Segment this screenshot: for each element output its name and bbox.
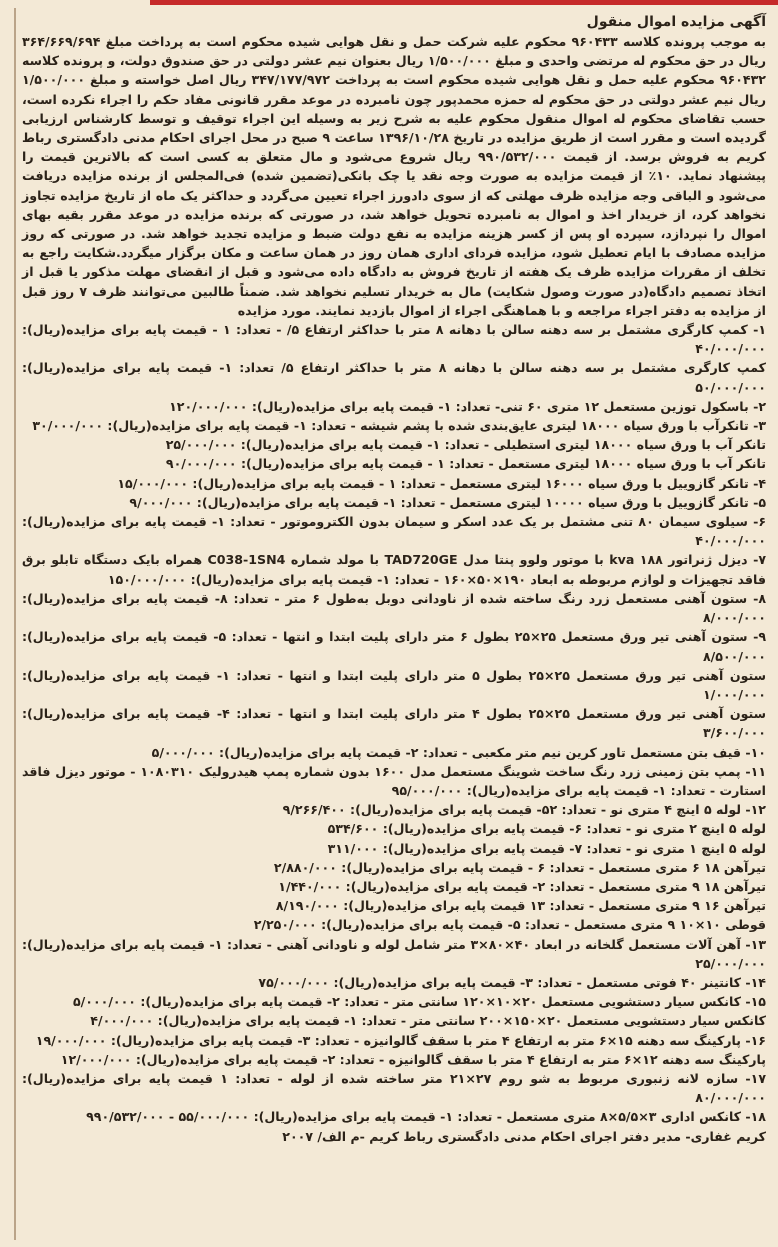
auction-item: ۱۳- آهن آلات مستعمل گلخانه در ابعاد ۴۰×۸۰×۳ متر شامل لوله و ناودانی آهنی - تعداد: ۱- قیمت پایه برای مزایده(ریال): ۲۵/۰۰۰/۰۰۰	[22, 936, 767, 971]
auction-item: ۱۰- قیف بتن مستعمل تاور کرین نیم متر مکعبی - تعداد: ۲- قیمت پایه برای مزایده(ریال): ۵/۰۰۰/۰۰۰	[151, 744, 766, 760]
auction-item: کانکس سیار دستشویی مستعمل ۲۰×۱۵۰×۲۰۰ سانتی متر - تعداد: ۱- قیمت پایه برای مزایده(ریال): ۴/۰۰۰/۰۰۰	[90, 1013, 766, 1029]
auction-item: کمپ کارگری مشتمل بر سه دهنه سالن با دهانه ۸ متر با حداکثر ارتفاع ۵/ تعداد: ۱- قیمت پایه برای مزایده(ریال): ۵۰/۰۰۰/۰۰۰	[22, 360, 767, 395]
auction-item: ۱- کمپ کارگری مشتمل بر سه دهنه سالن با دهانه ۸ متر با حداکثر ارتفاع ۵/ - تعداد: ۱ - قیمت پایه برای مزایده(ریال): ۴۰/۰۰۰/۰۰۰	[22, 322, 766, 357]
auction-item: ۱۵- کانکس سیار دستشویی مستعمل ۲۰×۱۰×۱۲۰ سانتی متر - تعداد: ۲- قیمت پایه برای مزایده(ریال): ۵/۰۰۰/۰۰۰	[72, 994, 766, 1010]
auction-item: ستون آهنی تیر ورق مستعمل ۲۵×۲۵ بطول ۵ متر دارای پلیت ابتدا و انتها - تعداد: ۱- قیمت پایه برای مزایده(ریال): ۱/۰۰۰/۰۰۰	[22, 667, 766, 702]
auction-item: ۱۷- سازه لانه زنبوری مربوط به شو روم ۲۷×۲۱ متر ساخته شده از لوله - تعداد: ۱ قیمت پایه برای مزایده(ریال): ۸۰/۰۰۰/۰۰۰	[22, 1070, 767, 1106]
auction-item: ۸- ستون آهنی مستعمل زرد رنگ ساخته شده از ناودانی دوبل به‌طول ۶ متر - تعداد: ۸- قیمت پایه برای مزایده(ریال): ۸/۰۰۰/۰۰۰	[22, 590, 766, 626]
auction-item: ۳- تانکرآب با ورق سیاه ۱۸۰۰۰ لیتری عایق‌بندی شده با پشم شیشه - تعداد: ۱- قیمت پایه برای مزایده(ریال): ۳۰/۰۰۰/۰۰۰	[32, 418, 766, 434]
auction-item: ۹- ستون آهنی تیر ورق مستعمل ۲۵×۲۵ بطول ۶ متر دارای پلیت ابتدا و انتها - تعداد: ۵- قیمت پایه برای مزایده(ریال): ۸/۵۰۰/۰۰۰	[22, 629, 766, 664]
auction-item: ستون آهنی تیر ورق مستعمل ۲۵×۲۵ بطول ۴ متر دارای پلیت ابتدا و انتها - تعداد: ۴- قیمت پایه برای مزایده(ریال): ۳/۶۰۰/۰۰۰	[22, 706, 766, 741]
auction-item: ۷- دیزل ژنراتور ۱۸۸ kva با موتور ولوو پنتا مدل TAD720GE با مولد شماره C038-1SN4 همراه بایک دستگاه تابلو برق فاقد تجهیزات و لوازم مربوطه به ابعاد ۱۹۰×۵۰×۱۶۰ - تعداد: ۱- قیمت پایه برای مزایده(ریال): ۱۵۰/۰۰۰/۰۰۰	[22, 552, 766, 587]
auction-item: ۱۴- کانتینر ۴۰ فوتی مستعمل - تعداد: ۳- قیمت پایه برای مزایده(ریال): ۷۵/۰۰۰/۰۰۰	[258, 974, 766, 990]
auction-item: تیرآهن ۱۸ ۹ متری مستعمل - تعداد: ۲- قیمت پایه برای مزایده(ریال): ۱/۴۴۰/۰۰۰	[278, 878, 766, 894]
auction-item: قوطی ۱۰×۱۰ ۹ متری مستعمل - تعداد: ۵- قیمت پایه برای مزایده(ریال): ۲/۲۵۰/۰۰۰	[253, 917, 766, 933]
auction-item-list	[22, 320, 766, 1127]
auction-item: تیرآهن ۱۶ ۹ متری مستعمل - تعداد: ۱۳ قیمت پایه برای مزایده(ریال): ۸/۱۹۰/۰۰۰	[275, 898, 766, 914]
notice-body: به موجب پرونده کلاسه ۹۶۰۴۳۳ محکوم علیه شرکت حمل و نقل هوایی شیده محکوم است به پرداخت مبلغ ۳۶۴/۶۶۹/۶۹۴ ریال در حق محکوم له مرتضی واحدی و مبلغ ۱/۵۰۰/۰۰۰ ریال بعنوان نیم عشر دولتی در حق صندوق دولت، و پرونده کلاسه ۹۶۰۴۳۲ محکوم علیه حمل و نقل هوایی شیده محکوم است به پرداخت ۳۴۷/۱۷۷/۹۷۲ ریال اصل خواسته و مبلغ ۱/۵۰۰/۰۰۰ ریال نیم عشر دولتی در حق محکوم له حمزه محمدپور چون نامبرده در موعد مقرر قانونی مفاد حکم را اجراء نکرده است، حسب تقاضای محکوم له اموال منقول محکوم علیه به شرح زیر به وسیله این اجراء توقیف و توسط کارشناس ارزیابی گردیده است و مقرر است از طریق مزایده در تاریخ ۱۳۹۶/۱۰/۲۸ ساعت ۹ صبح در محل اجرای احکام مدنی دادگستری رباط کریم به فروش برسد. از قیمت ۹۹۰/۵۳۲/۰۰۰ ریال شروع می‌شود و مال متعلق به کسی است که بالاترین قیمت را پیشنهاد نماید. ۱۰٪ از قیمت مزایده به صورت وجه نقد یا چک بانکی(تضمین شده) فی‌المجلس از برنده مزایده دریافت می‌شود و الباقی وجه مزایده ظرف مهلتی که از سوی دادورز اجراء تعیین می‌گردد و حداکثر یک ماه از تاریخ مزایده تجاوز نخواهد کرد، از خریدار اخذ و اموال به نامبرده تحویل خواهد شد، در صورتی که برنده مزایده در موعد مقرر بقیه بهای اموال را نپردازد، سپرده او پس از کسر هزینه مزایده به نفع دولت ضبط و مزایده تجدید خواهد شد. در صورتی که روز مزایده مصادف با ایام تعطیل شود، مزایده فردای اداری همان روز در همان ساعت و مکان برگزار میگردد.شکایت راجع به تخلف از مقررات مزایده ظرف یک هفته از تاریخ فروش به دادگاه داده می‌شود و قبل از انقضای مهلت مذکور یا قبل از اتخاذ تصمیم دادگاه(در صورت وصول شکایت) مال به خریدار تسلیم نخواهد شد. ضمناً طالبین می‌توانند ظرف ۷ روز قبل از مزایده به دفتر اجراء مراجعه و با هماهنگی اجراء از اموال بازدید نمایند. مورد مزایده	[22, 34, 767, 318]
auction-item: ۱۸- کانکس اداری ۳×۵/۵×۸ متری مستعمل - تعداد: ۱- قیمت پایه برای مزایده(ریال): ۵۵/۰۰۰/۰۰۰ - ۹۹۰/۵۳۲/۰۰۰	[86, 1109, 766, 1125]
auction-item: ۶- سیلوی سیمان ۸۰ تنی مشتمل بر یک عدد اسکر و سیمان بدون الکتروموتور - تعداد: ۱- قیمت پایه برای مزایده(ریال): ۴۰/۰۰۰/۰۰۰	[22, 514, 766, 549]
column-divider-line	[14, 8, 16, 1240]
auction-item: لوله ۵ اینچ ۲ متری نو - تعداد: ۶- قیمت پایه برای مزایده(ریال): ۵۳۴/۶۰۰	[327, 821, 766, 837]
auction-item: ۵- تانکر گازوییل با ورق سیاه ۱۰۰۰۰ لیتری مستعمل - تعداد: ۱- قیمت پایه برای مزایده(ریال): ۹/۰۰۰/۰۰۰	[129, 494, 766, 510]
auction-item: ۴- تانکر گازوییل با ورق سیاه ۱۶۰۰۰ لیتری مستعمل - تعداد: ۱ - قیمت پایه برای مزایده(ریال): ۱۵/۰۰۰/۰۰۰	[117, 475, 766, 491]
auction-item: ۲- باسکول توزین مستعمل ۱۲ متری ۶۰ تنی- تعداد: ۱- قیمت پایه برای مزایده(ریال): ۱۲۰/۰۰۰/۰۰۰	[169, 398, 766, 414]
red-header-rule	[150, 0, 778, 5]
notice-title: آگهی مزایده اموال منقول	[586, 14, 766, 30]
auction-item: لوله ۵ اینچ ۱ متری نو - تعداد: ۷- قیمت پایه برای مزایده(ریال): ۳۱۱/۰۰۰	[327, 840, 766, 856]
auction-item: ۱۶- پارکینگ سه دهنه ۱۵×۶ متر به ارتفاع ۴ متر با سقف گالوانیزه - تعداد: ۳- قیمت پایه برای مزایده(ریال): ۱۹/۰۰۰/۰۰۰	[35, 1032, 766, 1048]
auction-item: ۱۱- پمپ بتن زمینی زرد رنگ ساخت شوینگ مستعمل مدل ۱۶۰۰ بدون شماره پمپ هیدرولیک ۱۰۸۰۳۱۰ - موتور دیزل فاقد استارت - تعداد: ۱- قیمت پایه برای مزایده(ریال): ۹۵/۰۰۰/۰۰۰	[22, 763, 767, 798]
auction-item: تیرآهن ۱۸ ۶ متری مستعمل - تعداد: ۶ - قیمت پایه برای مزایده(ریال): ۲/۸۸۰/۰۰۰	[273, 859, 766, 875]
auction-item: ۱۲- لوله ۵ اینچ ۴ متری نو - تعداد: ۵۲- قیمت پایه برای مزایده(ریال): ۹/۲۶۶/۴۰۰	[282, 802, 766, 818]
auction-notice	[22, 10, 766, 1146]
auction-item: پارکینگ سه دهنه ۱۲×۶ متر به ارتفاع ۴ متر با سقف گالوانیزه - تعداد: ۲- قیمت پایه برای مزایده(ریال): ۱۲/۰۰۰/۰۰۰	[60, 1051, 766, 1067]
auction-item: تانکر آب با ورق سیاه ۱۸۰۰۰ لیتری استطیلی - تعداد: ۱- قیمت پایه برای مزایده(ریال): ۲۵/۰۰۰/۰۰۰	[165, 437, 766, 453]
notice-signature: کریم غفاری- مدیر دفتر اجرای احکام مدنی دادگستری رباط کریم -م الف/ ۲۰۰۷	[282, 1128, 766, 1144]
auction-item: تانکر آب با ورق سیاه ۱۸۰۰۰ لیتری مستعمل - تعداد: ۱ - قیمت پایه برای مزایده(ریال): ۹۰/۰۰۰/۰۰۰	[165, 456, 766, 472]
